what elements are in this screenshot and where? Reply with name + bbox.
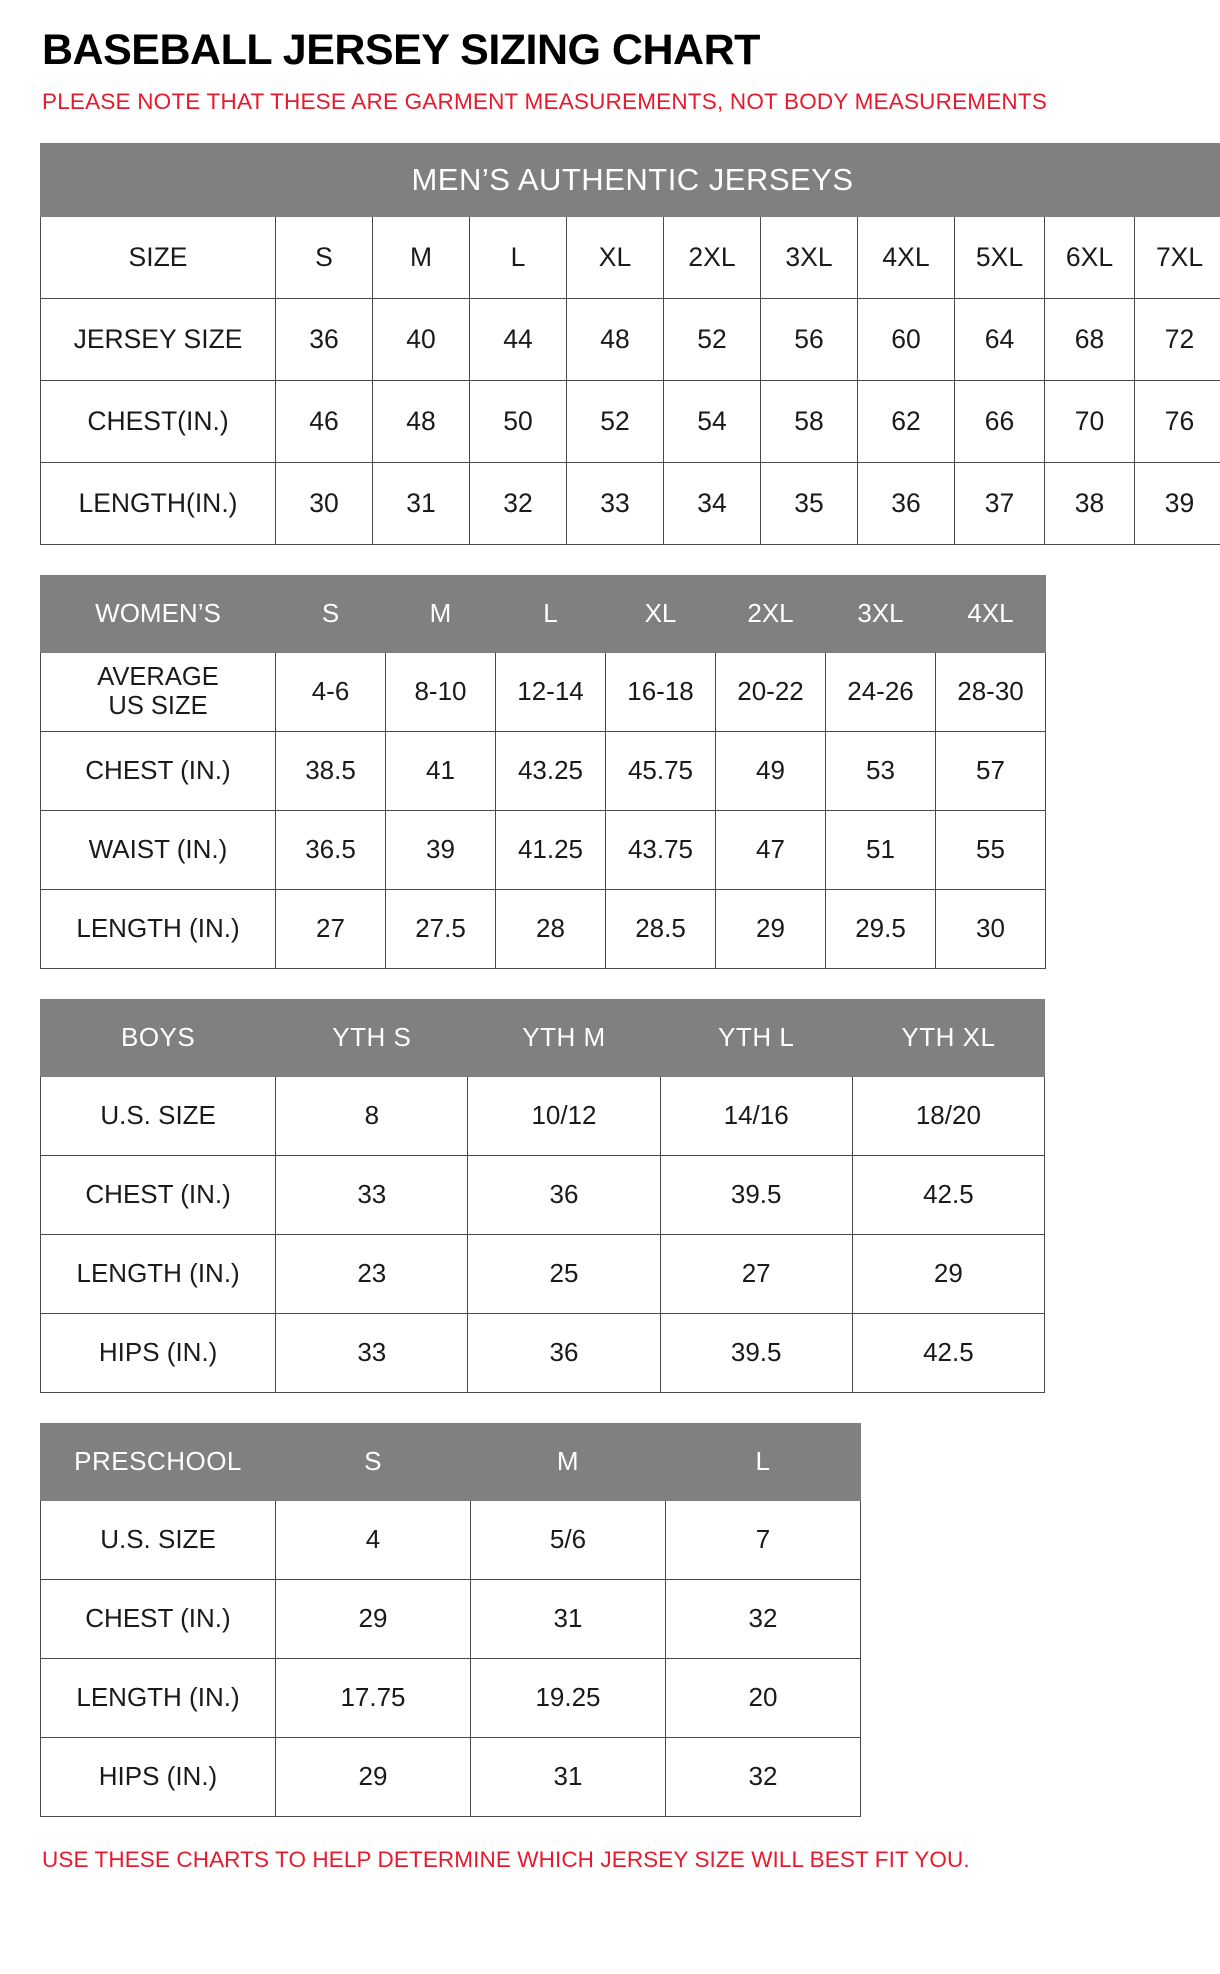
table-row [41,889,1046,968]
cell: 23 [276,1234,468,1313]
cell: 7XL [1135,216,1220,298]
boys-header-label: BOYS [41,999,276,1076]
cell: 20 [666,1658,861,1737]
column-header: YTH L [660,999,852,1076]
cell: 51 [826,810,936,889]
cell: 43.75 [606,810,716,889]
cell: 2XL [664,216,761,298]
row-label: HIPS (IN.) [41,1737,276,1816]
boys-section [40,999,1180,1393]
cell: 27 [660,1234,852,1313]
womens-table [40,575,1046,969]
row-label [41,652,276,731]
mens-section [40,143,1204,545]
row-label: CHEST (IN.) [41,731,276,810]
cell: 64 [955,298,1045,380]
cell: 28 [496,889,606,968]
cell: 36 [276,298,373,380]
table-row [41,810,1046,889]
cell: 43.25 [496,731,606,810]
cell: 20-22 [716,652,826,731]
cell: 28.5 [606,889,716,968]
column-header: S [276,575,386,652]
cell: 32 [470,462,567,544]
cell: 31 [373,462,470,544]
row-label: SIZE [41,216,276,298]
cell: 55 [936,810,1046,889]
column-header: 4XL [936,575,1046,652]
preschool-header-label: PRESCHOOL [41,1423,276,1500]
cell: 19.25 [471,1658,666,1737]
row-label-line2: US SIZE [108,691,208,720]
cell: 41 [386,731,496,810]
table-row [41,1500,861,1579]
preschool-header-row [41,1423,861,1500]
cell: 5XL [955,216,1045,298]
cell: 76 [1135,380,1220,462]
column-header: L [496,575,606,652]
column-header: XL [606,575,716,652]
cell: 33 [276,1155,468,1234]
cell: 27 [276,889,386,968]
table-row [41,462,1220,544]
cell: 38 [1045,462,1135,544]
cell: 36 [468,1155,660,1234]
cell: 52 [664,298,761,380]
cell: 37 [955,462,1045,544]
cell: 47 [716,810,826,889]
footer-note: USE THESE CHARTS TO HELP DETERMINE WHICH JERSEY SIZE WILL BEST FIT YOU. [42,1846,970,1872]
cell: 10/12 [468,1076,660,1155]
cell: 14/16 [660,1076,852,1155]
cell: 52 [567,380,664,462]
table-row [41,731,1046,810]
cell: 56 [761,298,858,380]
cell: 39.5 [660,1155,852,1234]
cell: 30 [936,889,1046,968]
cell: 4 [276,1500,471,1579]
cell: 12-14 [496,652,606,731]
womens-section [40,575,1180,969]
column-header: 2XL [716,575,826,652]
cell: 7 [666,1500,861,1579]
cell: 17.75 [276,1658,471,1737]
table-row [41,1579,861,1658]
cell: 30 [276,462,373,544]
cell: 44 [470,298,567,380]
row-label: LENGTH (IN.) [41,1658,276,1737]
measurement-note: PLEASE NOTE THAT THESE ARE GARMENT MEASUREMENTS, NOT BODY MEASUREMENTS [42,89,1048,115]
row-label: LENGTH (IN.) [41,1234,276,1313]
cell: 16-18 [606,652,716,731]
cell: XL [567,216,664,298]
preschool-table [40,1423,861,1817]
row-label: CHEST(IN.) [41,380,276,462]
cell: 4XL [858,216,955,298]
cell: 42.5 [852,1313,1044,1392]
table-row [41,652,1046,731]
cell: 5/6 [471,1500,666,1579]
table-row [41,216,1220,298]
table-row [41,1313,1045,1392]
row-label: JERSEY SIZE [41,298,276,380]
table-row [41,298,1220,380]
cell: 39.5 [660,1313,852,1392]
row-label: LENGTH (IN.) [41,889,276,968]
row-label-line1: AVERAGE [97,663,219,692]
womens-header-row [41,575,1046,652]
cell: 39 [1135,462,1220,544]
cell: 38.5 [276,731,386,810]
cell: 29 [852,1234,1044,1313]
cell: 68 [1045,298,1135,380]
cell: 39 [386,810,496,889]
row-label: WAIST (IN.) [41,810,276,889]
table-row [41,1234,1045,1313]
preschool-section [40,1423,1180,1817]
cell: 18/20 [852,1076,1044,1155]
table-row [41,1076,1045,1155]
row-label: CHEST (IN.) [41,1579,276,1658]
cell: 35 [761,462,858,544]
cell: M [373,216,470,298]
cell: 32 [666,1579,861,1658]
row-label: U.S. SIZE [41,1500,276,1579]
cell: 57 [936,731,1046,810]
page-title: BASEBALL JERSEY SIZING CHART [42,26,760,74]
cell: 34 [664,462,761,544]
cell: 66 [955,380,1045,462]
cell: 60 [858,298,955,380]
cell: L [470,216,567,298]
table-row [41,1737,861,1816]
cell: 46 [276,380,373,462]
cell: 48 [373,380,470,462]
womens-header-label: WOMEN’S [41,575,276,652]
cell: 48 [567,298,664,380]
cell: 33 [567,462,664,544]
cell: 70 [1045,380,1135,462]
cell: 72 [1135,298,1220,380]
cell: 58 [761,380,858,462]
table-row [41,1658,861,1737]
cell: 4-6 [276,652,386,731]
cell: 42.5 [852,1155,1044,1234]
cell: 32 [666,1737,861,1816]
cell: 45.75 [606,731,716,810]
boys-header-row [41,999,1045,1076]
cell: 25 [468,1234,660,1313]
column-header: YTH XL [852,999,1044,1076]
cell: 6XL [1045,216,1135,298]
cell: 31 [471,1579,666,1658]
cell: 41.25 [496,810,606,889]
cell: 3XL [761,216,858,298]
mens-table [40,143,1220,545]
row-label: U.S. SIZE [41,1076,276,1155]
cell: 36 [468,1313,660,1392]
cell: 29 [276,1579,471,1658]
cell: 33 [276,1313,468,1392]
cell: 28-30 [936,652,1046,731]
column-header: YTH M [468,999,660,1076]
cell: 8 [276,1076,468,1155]
column-header: M [386,575,496,652]
cell: 31 [471,1737,666,1816]
cell: S [276,216,373,298]
table-row [41,380,1220,462]
cell: 27.5 [386,889,496,968]
mens-band-row [41,143,1220,216]
mens-band-label: MEN’S AUTHENTIC JERSEYS [41,143,1220,216]
column-header: L [666,1423,861,1500]
cell: 62 [858,380,955,462]
row-label: LENGTH(IN.) [41,462,276,544]
column-header: M [471,1423,666,1500]
column-header: 3XL [826,575,936,652]
cell: 53 [826,731,936,810]
cell: 29.5 [826,889,936,968]
cell: 24-26 [826,652,936,731]
row-label: HIPS (IN.) [41,1313,276,1392]
table-row [41,1155,1045,1234]
boys-table [40,999,1045,1393]
column-header: S [276,1423,471,1500]
cell: 29 [716,889,826,968]
cell: 54 [664,380,761,462]
column-header: YTH S [276,999,468,1076]
cell: 29 [276,1737,471,1816]
cell: 36.5 [276,810,386,889]
cell: 8-10 [386,652,496,731]
cell: 40 [373,298,470,380]
cell: 49 [716,731,826,810]
cell: 36 [858,462,955,544]
cell: 50 [470,380,567,462]
row-label: CHEST (IN.) [41,1155,276,1234]
